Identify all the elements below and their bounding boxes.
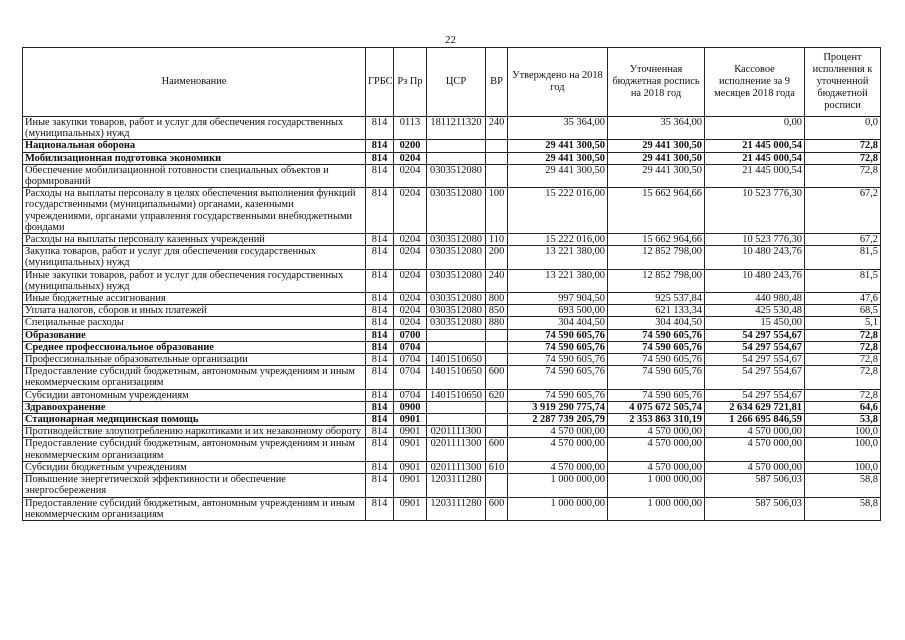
cell-refined: 4 570 000,00 [608,426,705,438]
table-row [23,389,881,401]
cell-rzpr: 0901 [394,461,427,473]
cell-name: Предоставление субсидий бюджетным, автономным учреждениям и иным некоммерческим организациям [23,497,366,520]
cell-grbs: 814 [366,293,394,305]
cell-cash: 21 445 000,54 [705,140,805,152]
cell-refined: 74 590 605,76 [608,341,705,353]
cell-csr: 0303512080 [427,188,486,234]
cell-grbs: 814 [366,354,394,366]
cell-cash: 2 634 629 721,81 [705,401,805,413]
cell-vr [486,329,508,341]
cell-vr: 110 [486,234,508,246]
cell-approved: 2 287 739 205,79 [508,414,608,426]
cell-name: Мобилизационная подготовка экономики [23,152,366,164]
cell-name: Предоставление субсидий бюджетным, автономным учреждениям и иным некоммерческим организациям [23,438,366,461]
table-row [23,305,881,317]
cell-cash: 587 506,03 [705,497,805,520]
cell-percent: 72,8 [805,140,881,152]
table-row [23,152,881,164]
cell-refined: 12 852 798,00 [608,269,705,292]
cell-vr: 850 [486,305,508,317]
header-approved: Утверждено на 2018 год [508,48,608,117]
cell-grbs: 814 [366,140,394,152]
cell-percent: 72,8 [805,164,881,187]
header-name: Наименование [23,48,366,117]
cell-grbs: 814 [366,461,394,473]
cell-refined: 1 000 000,00 [608,497,705,520]
cell-cash: 54 297 554,67 [705,389,805,401]
header-refined: Уточненная бюджетная роспись на 2018 год [608,48,705,117]
cell-refined: 35 364,00 [608,117,705,140]
cell-name: Иные закупки товаров, работ и услуг для обеспечения государственных (муниципальных) нужд [23,117,366,140]
cell-vr [486,474,508,497]
cell-grbs: 814 [366,188,394,234]
cell-approved: 74 590 605,76 [508,366,608,389]
cell-csr: 1203111280 [427,474,486,497]
cell-name: Уплата налогов, сборов и иных платежей [23,305,366,317]
table-row [23,497,881,520]
cell-rzpr: 0204 [394,293,427,305]
cell-approved: 304 404,50 [508,317,608,329]
cell-refined: 15 662 964,66 [608,188,705,234]
cell-refined: 4 075 672 505,74 [608,401,705,413]
cell-refined: 1 000 000,00 [608,474,705,497]
cell-name: Иные бюджетные ассигнования [23,293,366,305]
cell-csr: 1401510650 [427,354,486,366]
cell-percent: 58,8 [805,497,881,520]
cell-grbs: 814 [366,438,394,461]
cell-percent: 64,6 [805,401,881,413]
cell-name: Расходы на выплаты персоналу в целях обеспечения выполнения функций государственными (муниципальными) органами, казенными учреждениями, органами управления государственными внебюджетными фондами [23,188,366,234]
cell-vr [486,140,508,152]
cell-csr: 0303512080 [427,293,486,305]
cell-grbs: 814 [366,246,394,269]
cell-grbs: 814 [366,497,394,520]
cell-refined: 15 662 964,66 [608,234,705,246]
cell-percent: 72,8 [805,354,881,366]
cell-grbs: 814 [366,152,394,164]
cell-rzpr: 0704 [394,389,427,401]
cell-approved: 13 221 380,00 [508,246,608,269]
cell-csr: 1811211320 [427,117,486,140]
table-row [23,401,881,413]
cell-rzpr: 0901 [394,474,427,497]
cell-cash: 10 480 243,76 [705,269,805,292]
cell-refined: 4 570 000,00 [608,461,705,473]
cell-cash: 21 445 000,54 [705,152,805,164]
cell-csr: 0303512080 [427,164,486,187]
cell-grbs: 814 [366,414,394,426]
table-row [23,426,881,438]
cell-csr: 0303512080 [427,305,486,317]
cell-rzpr: 0901 [394,414,427,426]
cell-approved: 74 590 605,76 [508,354,608,366]
cell-vr [486,164,508,187]
cell-name: Профессиональные образовательные организации [23,354,366,366]
cell-name: Иные закупки товаров, работ и услуг для обеспечения государственных (муниципальных) нужд [23,269,366,292]
cell-cash: 4 570 000,00 [705,438,805,461]
cell-rzpr: 0704 [394,354,427,366]
cell-grbs: 814 [366,426,394,438]
cell-approved: 29 441 300,50 [508,164,608,187]
cell-percent: 47,6 [805,293,881,305]
cell-percent: 53,8 [805,414,881,426]
header-percent: Процент исполнения к уточненной бюджетной росписи [805,48,881,117]
cell-cash: 4 570 000,00 [705,426,805,438]
cell-cash: 425 530,48 [705,305,805,317]
cell-name: Предоставление субсидий бюджетным, автономным учреждениям и иным некоммерческим организациям [23,366,366,389]
cell-rzpr: 0901 [394,438,427,461]
header-vr: ВР [486,48,508,117]
cell-vr [486,401,508,413]
table-row [23,461,881,473]
cell-rzpr: 0200 [394,140,427,152]
cell-vr [486,152,508,164]
header-cash: Кассовое исполнение за 9 месяцев 2018 года [705,48,805,117]
cell-rzpr: 0700 [394,329,427,341]
cell-percent: 81,5 [805,269,881,292]
cell-refined: 4 570 000,00 [608,438,705,461]
cell-refined: 74 590 605,76 [608,329,705,341]
cell-rzpr: 0204 [394,246,427,269]
table-row [23,354,881,366]
cell-cash: 10 523 776,30 [705,234,805,246]
cell-approved: 35 364,00 [508,117,608,140]
cell-vr: 600 [486,497,508,520]
cell-grbs: 814 [366,341,394,353]
cell-approved: 29 441 300,50 [508,140,608,152]
cell-cash: 54 297 554,67 [705,329,805,341]
cell-percent: 72,8 [805,152,881,164]
table-row [23,140,881,152]
cell-rzpr: 0113 [394,117,427,140]
table-row [23,269,881,292]
cell-name: Закупка товаров, работ и услуг для обеспечения государственных (муниципальных) нужд [23,246,366,269]
cell-cash: 587 506,03 [705,474,805,497]
cell-name: Стационарная медицинская помощь [23,414,366,426]
budget-execution-table [22,47,881,521]
cell-rzpr: 0704 [394,366,427,389]
header-csr: ЦСР [427,48,486,117]
cell-rzpr: 0204 [394,305,427,317]
cell-rzpr: 0204 [394,317,427,329]
cell-percent: 72,8 [805,329,881,341]
cell-percent: 100,0 [805,461,881,473]
cell-vr: 610 [486,461,508,473]
cell-grbs: 814 [366,117,394,140]
cell-cash: 10 523 776,30 [705,188,805,234]
cell-rzpr: 0204 [394,152,427,164]
cell-name: Расходы на выплаты персоналу казенных учреждений [23,234,366,246]
cell-vr [486,426,508,438]
table-row [23,414,881,426]
cell-refined: 621 133,34 [608,305,705,317]
table-row [23,293,881,305]
table-row [23,341,881,353]
cell-percent: 100,0 [805,426,881,438]
cell-approved: 1 000 000,00 [508,474,608,497]
cell-vr: 240 [486,269,508,292]
cell-approved: 4 570 000,00 [508,438,608,461]
cell-grbs: 814 [366,401,394,413]
page-number: 22 [445,34,456,46]
cell-percent: 67,2 [805,234,881,246]
cell-csr [427,341,486,353]
cell-csr: 0201111300 [427,426,486,438]
cell-approved: 29 441 300,50 [508,152,608,164]
cell-name: Субсидии автономным учреждениям [23,389,366,401]
cell-name: Обеспечение мобилизационной готовности специальных объектов и формирований [23,164,366,187]
cell-vr: 880 [486,317,508,329]
cell-refined: 29 441 300,50 [608,152,705,164]
cell-csr: 0201111300 [427,438,486,461]
cell-refined: 74 590 605,76 [608,366,705,389]
table-row [23,474,881,497]
cell-grbs: 814 [366,164,394,187]
cell-grbs: 814 [366,389,394,401]
header-grbs: ГРБС [366,48,394,117]
cell-cash: 1 266 695 846,59 [705,414,805,426]
cell-refined: 304 404,50 [608,317,705,329]
cell-csr [427,414,486,426]
cell-csr [427,152,486,164]
cell-refined: 12 852 798,00 [608,246,705,269]
table-row [23,164,881,187]
cell-csr: 0303512080 [427,269,486,292]
cell-vr: 100 [486,188,508,234]
cell-name: Здравоохранение [23,401,366,413]
cell-grbs: 814 [366,269,394,292]
cell-csr: 1203111280 [427,497,486,520]
table-row [23,188,881,234]
cell-grbs: 814 [366,329,394,341]
cell-csr: 0303512080 [427,317,486,329]
cell-vr: 620 [486,389,508,401]
table-row [23,329,881,341]
cell-rzpr: 0901 [394,497,427,520]
cell-refined: 74 590 605,76 [608,389,705,401]
table-body [23,117,881,521]
cell-rzpr: 0900 [394,401,427,413]
cell-name: Повышение энергетической эффективности и обеспечение энергосбережения [23,474,366,497]
cell-percent: 72,8 [805,341,881,353]
cell-vr: 600 [486,366,508,389]
cell-csr: 1401510650 [427,389,486,401]
cell-rzpr: 0204 [394,188,427,234]
cell-cash: 440 980,48 [705,293,805,305]
header-rzpr: Рз Пр [394,48,427,117]
cell-percent: 100,0 [805,438,881,461]
cell-vr: 800 [486,293,508,305]
cell-approved: 74 590 605,76 [508,329,608,341]
cell-csr [427,401,486,413]
cell-csr: 0201111300 [427,461,486,473]
cell-percent: 68,5 [805,305,881,317]
cell-cash: 54 297 554,67 [705,341,805,353]
cell-approved: 4 570 000,00 [508,461,608,473]
cell-csr: 0303512080 [427,246,486,269]
cell-percent: 72,8 [805,366,881,389]
cell-vr: 600 [486,438,508,461]
cell-percent: 5,1 [805,317,881,329]
cell-grbs: 814 [366,474,394,497]
cell-percent: 0,0 [805,117,881,140]
cell-csr [427,140,486,152]
table-row [23,438,881,461]
cell-approved: 74 590 605,76 [508,389,608,401]
cell-refined: 74 590 605,76 [608,354,705,366]
cell-cash: 15 450,00 [705,317,805,329]
cell-rzpr: 0204 [394,234,427,246]
cell-percent: 67,2 [805,188,881,234]
cell-percent: 58,8 [805,474,881,497]
cell-approved: 15 222 016,00 [508,234,608,246]
cell-approved: 74 590 605,76 [508,341,608,353]
cell-grbs: 814 [366,366,394,389]
cell-cash: 54 297 554,67 [705,354,805,366]
cell-cash: 54 297 554,67 [705,366,805,389]
cell-percent: 72,8 [805,389,881,401]
cell-vr [486,354,508,366]
cell-vr: 200 [486,246,508,269]
cell-rzpr: 0204 [394,164,427,187]
cell-name: Образование [23,329,366,341]
cell-name: Противодействие злоупотреблению наркотиками и их незаконному обороту [23,426,366,438]
cell-rzpr: 0704 [394,341,427,353]
cell-cash: 21 445 000,54 [705,164,805,187]
cell-refined: 925 537,84 [608,293,705,305]
cell-rzpr: 0204 [394,269,427,292]
table-row [23,117,881,140]
cell-cash: 10 480 243,76 [705,246,805,269]
table-row [23,246,881,269]
table-row [23,234,881,246]
cell-grbs: 814 [366,317,394,329]
cell-approved: 4 570 000,00 [508,426,608,438]
cell-name: Национальная оборона [23,140,366,152]
cell-refined: 2 353 863 310,19 [608,414,705,426]
cell-approved: 693 500,00 [508,305,608,317]
cell-vr [486,414,508,426]
cell-rzpr: 0901 [394,426,427,438]
cell-name: Субсидии бюджетным учреждениям [23,461,366,473]
cell-approved: 3 919 290 775,74 [508,401,608,413]
table-header-row [23,48,881,117]
cell-approved: 13 221 380,00 [508,269,608,292]
cell-vr [486,341,508,353]
table-row [23,317,881,329]
cell-name: Среднее профессиональное образование [23,341,366,353]
cell-grbs: 814 [366,234,394,246]
cell-grbs: 814 [366,305,394,317]
cell-csr [427,329,486,341]
cell-cash: 0,00 [705,117,805,140]
cell-name: Специальные расходы [23,317,366,329]
cell-refined: 29 441 300,50 [608,140,705,152]
cell-approved: 997 904,50 [508,293,608,305]
cell-vr: 240 [486,117,508,140]
cell-cash: 4 570 000,00 [705,461,805,473]
cell-approved: 15 222 016,00 [508,188,608,234]
table-row [23,366,881,389]
cell-percent: 81,5 [805,246,881,269]
cell-csr: 0303512080 [427,234,486,246]
cell-csr: 1401510650 [427,366,486,389]
cell-approved: 1 000 000,00 [508,497,608,520]
cell-refined: 29 441 300,50 [608,164,705,187]
